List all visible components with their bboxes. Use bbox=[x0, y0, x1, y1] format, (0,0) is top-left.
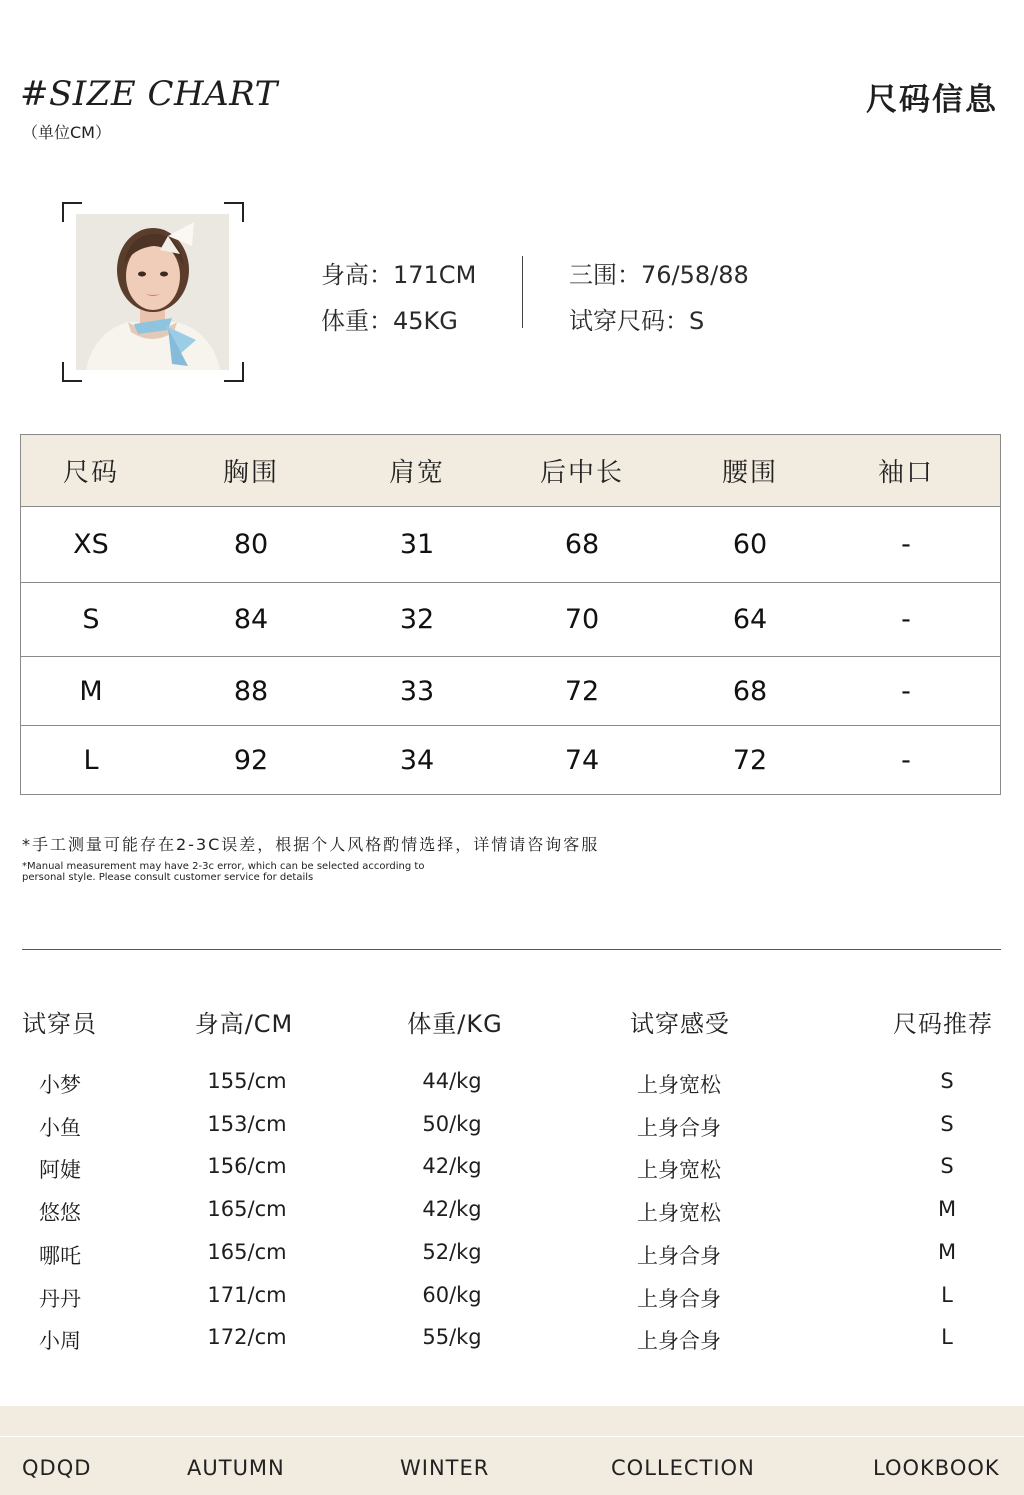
tester-name: 哪吒 bbox=[39, 1244, 81, 1268]
tester-size: S bbox=[940, 1154, 954, 1178]
footer-line bbox=[0, 1436, 1024, 1437]
tester-name: 小周 bbox=[39, 1329, 81, 1353]
tester-name: 丹丹 bbox=[39, 1287, 81, 1311]
tester-height: 153/cm bbox=[207, 1112, 287, 1136]
header-chest: 胸围 bbox=[222, 458, 280, 488]
tester-header-fit: 试穿感受 bbox=[630, 1010, 730, 1038]
cell-shoulder: 32 bbox=[399, 604, 435, 635]
cell-back-length: 74 bbox=[564, 745, 600, 776]
header-size: 尺码 bbox=[62, 458, 120, 488]
cell-size: XS bbox=[73, 529, 109, 560]
tester-size: M bbox=[937, 1240, 957, 1264]
measurement-note-cn: *手工测量可能存在2-3C误差，根据个人风格酌情选择，详情请咨询客服 bbox=[22, 835, 600, 854]
cell-chest: 80 bbox=[233, 529, 269, 560]
tester-fit: 上身宽松 bbox=[637, 1201, 721, 1225]
cell-shoulder: 33 bbox=[399, 675, 435, 707]
tester-size: L bbox=[941, 1283, 953, 1307]
model-portrait-illustration bbox=[76, 214, 229, 370]
cell-waist: 68 bbox=[732, 675, 768, 707]
tester-weight: 55/kg bbox=[422, 1325, 482, 1349]
header-cuff: 袖口 bbox=[877, 458, 935, 488]
size-table bbox=[20, 434, 1001, 795]
tester-fit: 上身合身 bbox=[637, 1116, 721, 1140]
cell-back-length: 70 bbox=[564, 604, 600, 635]
cell-back-length: 68 bbox=[564, 529, 600, 560]
cell-chest: 88 bbox=[233, 675, 269, 707]
tester-size: L bbox=[941, 1325, 953, 1349]
tester-weight: 42/kg bbox=[422, 1197, 482, 1221]
footer-winter: WINTER bbox=[400, 1456, 490, 1480]
cell-chest: 92 bbox=[233, 745, 269, 776]
tester-size: M bbox=[937, 1197, 957, 1221]
cell-chest: 84 bbox=[233, 604, 269, 635]
cell-shoulder: 34 bbox=[399, 745, 435, 776]
tester-fit: 上身合身 bbox=[637, 1244, 721, 1268]
tester-height: 171/cm bbox=[207, 1283, 287, 1307]
cell-size: M bbox=[79, 675, 103, 707]
footer-autumn: AUTUMN bbox=[187, 1456, 285, 1480]
tester-weight: 44/kg bbox=[422, 1069, 482, 1093]
cell-cuff: - bbox=[901, 675, 911, 707]
tester-header-height: 身高/CM bbox=[194, 1010, 294, 1038]
table-row bbox=[21, 583, 1000, 657]
header-back-length: 后中长 bbox=[539, 458, 625, 488]
size-table-header bbox=[21, 435, 1000, 507]
tester-weight: 60/kg bbox=[422, 1283, 482, 1307]
tester-fit: 上身合身 bbox=[637, 1329, 721, 1353]
tester-height: 172/cm bbox=[207, 1325, 287, 1349]
header-waist: 腰围 bbox=[721, 458, 779, 488]
cell-cuff: - bbox=[901, 529, 911, 560]
tester-fit: 上身宽松 bbox=[637, 1073, 721, 1097]
table-row bbox=[21, 507, 1000, 583]
unit-label: （单位CM） bbox=[22, 123, 111, 142]
section-divider bbox=[22, 949, 1001, 950]
tester-height: 155/cm bbox=[207, 1069, 287, 1093]
tester-name: 悠悠 bbox=[39, 1201, 81, 1225]
footer-collection: COLLECTION bbox=[611, 1456, 755, 1480]
model-specs-right bbox=[569, 252, 749, 344]
tester-height: 165/cm bbox=[207, 1197, 287, 1221]
cell-waist: 64 bbox=[732, 604, 768, 635]
table-row bbox=[21, 657, 1000, 726]
footer-brand: QDQD bbox=[22, 1456, 92, 1480]
tester-size: S bbox=[940, 1069, 954, 1093]
tester-name: 小梦 bbox=[39, 1073, 81, 1097]
tester-size: S bbox=[940, 1112, 954, 1136]
cell-waist: 72 bbox=[732, 745, 768, 776]
tester-fit: 上身宽松 bbox=[637, 1158, 721, 1182]
tester-weight: 42/kg bbox=[422, 1154, 482, 1178]
page-title-cn: 尺码信息 bbox=[866, 82, 998, 118]
model-specs-left bbox=[321, 252, 476, 344]
cell-cuff: - bbox=[901, 745, 911, 776]
tester-weight: 50/kg bbox=[422, 1112, 482, 1136]
model-photo-frame bbox=[62, 202, 244, 382]
model-try-size: 试穿尺码：S bbox=[569, 307, 705, 335]
footer-lookbook: LOOKBOOK bbox=[873, 1456, 1000, 1480]
table-row bbox=[21, 726, 1000, 795]
tester-height: 156/cm bbox=[207, 1154, 287, 1178]
tester-header-name: 试穿员 bbox=[22, 1010, 97, 1038]
model-photo bbox=[76, 214, 229, 370]
model-weight: 体重：45KG bbox=[321, 307, 458, 335]
cell-waist: 60 bbox=[732, 529, 768, 560]
cell-size: S bbox=[82, 604, 100, 635]
model-height: 身高：171CM bbox=[321, 261, 477, 289]
cell-back-length: 72 bbox=[564, 675, 600, 707]
header-shoulder: 肩宽 bbox=[388, 458, 446, 488]
measurement-note-en: *Manual measurement may have 2-3c error, which can be selected according to personal style. Please consult customer service for details bbox=[22, 861, 425, 883]
tester-weight: 52/kg bbox=[422, 1240, 482, 1264]
tester-name: 阿婕 bbox=[39, 1158, 81, 1182]
tester-header-weight: 体重/KG bbox=[407, 1010, 503, 1038]
model-measurements: 三围：76/58/88 bbox=[569, 261, 749, 289]
cell-cuff: - bbox=[901, 604, 911, 635]
specs-divider bbox=[522, 256, 523, 328]
cell-shoulder: 31 bbox=[399, 529, 435, 560]
tester-header-recommend: 尺码推荐 bbox=[893, 1010, 993, 1038]
cell-size: L bbox=[83, 745, 99, 776]
page-title: #SIZE CHART bbox=[20, 74, 278, 114]
tester-height: 165/cm bbox=[207, 1240, 287, 1264]
footer-band bbox=[0, 1406, 1024, 1495]
tester-name: 小鱼 bbox=[39, 1116, 81, 1140]
tester-fit: 上身合身 bbox=[637, 1287, 721, 1311]
